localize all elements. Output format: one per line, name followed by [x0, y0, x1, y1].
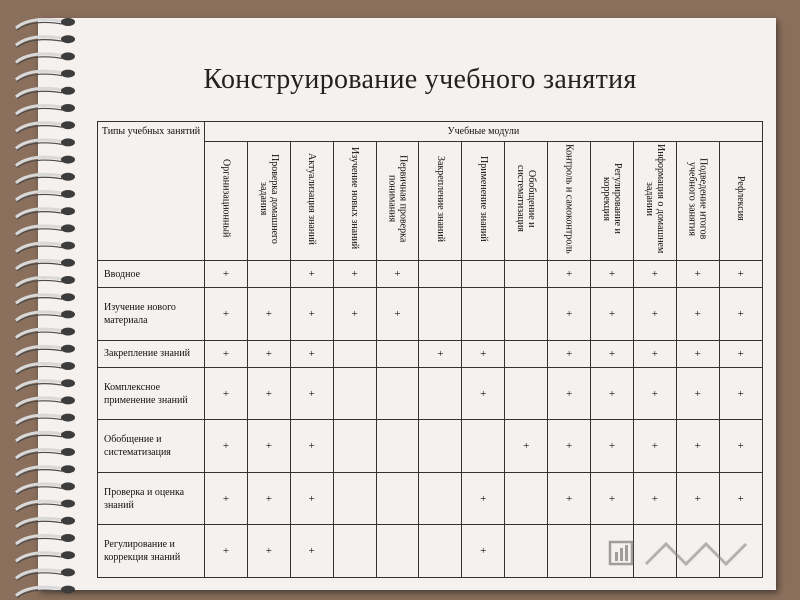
table-cell: +: [290, 420, 333, 473]
table-cell: [376, 367, 419, 420]
table-cell: [333, 525, 376, 578]
module-header-cell: [333, 142, 376, 261]
spiral-ring: [16, 224, 75, 236]
table-cell: [419, 367, 462, 420]
table-cell: +: [591, 261, 634, 288]
module-header-label: Контроль и самоконтроль: [563, 143, 575, 254]
table-cell: [462, 420, 505, 473]
module-header-cell: [505, 142, 548, 261]
table-row: [98, 288, 763, 341]
table-cell: +: [247, 420, 290, 473]
table-cell: [376, 340, 419, 367]
table-cell: [505, 340, 548, 367]
table-cell: +: [462, 340, 505, 367]
lesson-modules-table: [97, 121, 763, 578]
table-cell: [376, 525, 419, 578]
table-cell: +: [633, 367, 676, 420]
table-cell: +: [290, 288, 333, 341]
row-label: Изучение нового материала: [98, 288, 205, 341]
table-cell: +: [591, 420, 634, 473]
table-cell: [505, 525, 548, 578]
row-label: Закрепление знаний: [98, 340, 205, 367]
table-cell: +: [290, 472, 333, 525]
spiral-ring: [16, 138, 75, 150]
table-cell: +: [591, 367, 634, 420]
spiral-ring: [16, 345, 75, 357]
module-header-label: Проверка домашнего задания: [257, 153, 280, 244]
table-cell: +: [205, 420, 248, 473]
table-cell: +: [676, 261, 719, 288]
table-cell: +: [633, 472, 676, 525]
table-cell: +: [591, 288, 634, 341]
table-cell: +: [505, 420, 548, 473]
table-cell: +: [719, 288, 762, 341]
table-cell: +: [548, 420, 591, 473]
spiral-ring: [16, 87, 75, 99]
table-row: [98, 340, 763, 367]
table-cell: +: [376, 288, 419, 341]
spiral-ring: [16, 52, 75, 64]
module-header-label: Подведение итогов учебного занятия: [686, 157, 709, 240]
table-cell: +: [419, 340, 462, 367]
spiral-ring: [16, 551, 75, 563]
module-header-label: Регулирование и коррекция: [600, 163, 623, 234]
table-cell: [505, 261, 548, 288]
table-cell: +: [247, 288, 290, 341]
spiral-ring: [16, 70, 75, 82]
table-cell: +: [247, 340, 290, 367]
table-cell: +: [290, 525, 333, 578]
module-header-label: Актуализация знаний: [306, 152, 318, 245]
table-cell: [419, 261, 462, 288]
table-cell: +: [719, 261, 762, 288]
table-cell: [505, 367, 548, 420]
table-cell: +: [205, 525, 248, 578]
table-cell: [419, 288, 462, 341]
module-header-cell: [548, 142, 591, 261]
spiral-ring: [16, 362, 75, 374]
table-cell: +: [205, 288, 248, 341]
table-cell: [505, 472, 548, 525]
table-cell: +: [676, 340, 719, 367]
table-cell: +: [633, 288, 676, 341]
table-cell: [419, 525, 462, 578]
table-cell: [247, 261, 290, 288]
module-header-label: Закрепление знаний: [434, 155, 446, 242]
table-cell: +: [462, 367, 505, 420]
page-title: Конструирование учебного занятия: [203, 64, 637, 95]
module-header-label: Обобщение и систематизация: [515, 165, 538, 232]
spiral-ring: [16, 173, 75, 185]
table-cell: +: [333, 288, 376, 341]
module-header-cell: [633, 142, 676, 261]
table-cell: +: [591, 472, 634, 525]
spiral-ring: [16, 35, 75, 47]
spiral-ring: [16, 104, 75, 116]
row-label: Регулирование и коррекция знаний: [98, 525, 205, 578]
table-cell: +: [247, 367, 290, 420]
table-cell: +: [591, 340, 634, 367]
table-cell: +: [548, 472, 591, 525]
spiral-ring: [16, 431, 75, 443]
table-cell: [333, 420, 376, 473]
table-cell: +: [676, 472, 719, 525]
table-cell: [462, 288, 505, 341]
table-cell: +: [719, 472, 762, 525]
module-header-cell: [205, 142, 248, 261]
row-label: Комплексное применение знаний: [98, 367, 205, 420]
table-cell: [419, 420, 462, 473]
table-cell: +: [676, 288, 719, 341]
table-cell: [333, 340, 376, 367]
spiral-ring: [16, 276, 75, 288]
spiral-ring: [16, 156, 75, 168]
spiral-ring: [16, 586, 75, 598]
spiral-ring: [16, 534, 75, 546]
table-cell: +: [247, 525, 290, 578]
row-label: Обобщение и систематизация: [98, 420, 205, 473]
table-cell: +: [719, 367, 762, 420]
module-header-cell: [419, 142, 462, 261]
table-cell: [333, 367, 376, 420]
table-cell: +: [376, 261, 419, 288]
table-cell: [419, 472, 462, 525]
spiral-ring: [16, 396, 75, 408]
spiral-ring: [16, 568, 75, 580]
spiral-ring: [16, 242, 75, 254]
module-header-label: Изучение новых знаний: [349, 147, 361, 250]
module-header-label: Информация о домашнем задании: [643, 143, 666, 254]
spiral-ring: [16, 517, 75, 529]
table-cell: +: [719, 420, 762, 473]
module-header-label: Применение знаний: [477, 155, 489, 242]
module-header-cell: [290, 142, 333, 261]
spiral-ring: [16, 448, 75, 460]
module-header-cell: [719, 142, 762, 261]
table-cell: +: [290, 261, 333, 288]
table-cell: +: [462, 472, 505, 525]
table-cell: [462, 261, 505, 288]
table-row: [98, 472, 763, 525]
modules-header: Учебные модули: [205, 122, 763, 142]
module-header-label: Рефлексия: [735, 176, 747, 221]
spiral-ring: [16, 121, 75, 133]
table-cell: +: [548, 288, 591, 341]
module-header-cell: [591, 142, 634, 261]
table-cell: +: [247, 472, 290, 525]
table-cell: [376, 420, 419, 473]
table-row: [98, 261, 763, 288]
module-header-cell: [462, 142, 505, 261]
spiral-ring: [16, 310, 75, 322]
table-cell: +: [462, 525, 505, 578]
spiral-binding-icon: [0, 0, 90, 600]
table-cell: +: [633, 340, 676, 367]
table-cell: [548, 525, 591, 578]
table-header-row: [98, 122, 763, 142]
table-row: [98, 367, 763, 420]
table-cell: +: [548, 340, 591, 367]
row-label: Вводное: [98, 261, 205, 288]
module-header-cell: [376, 142, 419, 261]
spiral-ring: [16, 328, 75, 340]
table-cell: +: [548, 367, 591, 420]
table-cell: [505, 288, 548, 341]
table-cell: [376, 472, 419, 525]
watermark-logo-icon: [606, 538, 766, 570]
module-header-cell: [676, 142, 719, 261]
spiral-ring: [16, 18, 75, 30]
spiral-ring: [16, 465, 75, 477]
row-label: Проверка и оценка знаний: [98, 472, 205, 525]
table-cell: +: [676, 367, 719, 420]
module-header-label: Первичная проверка понимания: [386, 154, 409, 243]
spiral-ring: [16, 293, 75, 305]
spiral-ring: [16, 207, 75, 219]
spiral-ring: [16, 500, 75, 512]
spiral-ring: [16, 379, 75, 391]
table-cell: +: [205, 472, 248, 525]
table-cell: +: [205, 367, 248, 420]
spiral-ring: [16, 482, 75, 494]
table-cell: +: [633, 261, 676, 288]
table-cell: +: [333, 261, 376, 288]
table-cell: +: [290, 340, 333, 367]
spiral-ring: [16, 259, 75, 271]
table-cell: +: [205, 340, 248, 367]
table-cell: +: [548, 261, 591, 288]
spiral-ring: [16, 190, 75, 202]
types-header: Типы учебных занятий: [98, 122, 205, 261]
table-cell: +: [719, 340, 762, 367]
module-header-label: Организационный: [220, 159, 232, 238]
spiral-ring: [16, 414, 75, 426]
module-header-cell: [247, 142, 290, 261]
table-row: [98, 420, 763, 473]
table-cell: +: [290, 367, 333, 420]
table-cell: [333, 472, 376, 525]
table-cell: +: [676, 420, 719, 473]
table-cell: +: [633, 420, 676, 473]
table-cell: +: [205, 261, 248, 288]
